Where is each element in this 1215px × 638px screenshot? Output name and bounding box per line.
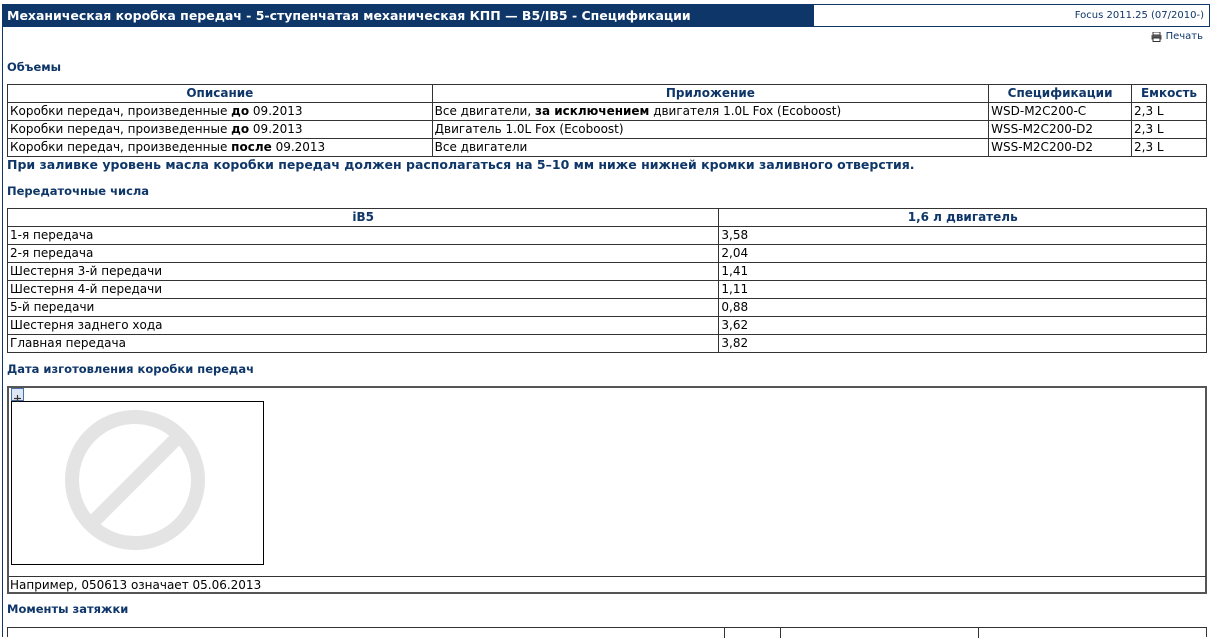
ratio-value-cell: 3,58 <box>719 227 1207 245</box>
spec-cell: WSS-M2C200-D2 <box>989 139 1132 157</box>
column-header: Спецификации <box>989 85 1132 103</box>
column-header: Приложение <box>432 85 989 103</box>
torque-table <box>7 627 1207 637</box>
column-header: 1,6 л двигатель <box>719 209 1207 227</box>
table-row <box>8 121 1207 139</box>
image-placeholder[interactable] <box>11 401 264 565</box>
table-row <box>8 263 1207 281</box>
capacity-cell: 2,3 L <box>1132 139 1207 157</box>
application-cell: Все двигатели, за исключением двигателя 1.0L Fox (Ecoboost) <box>432 103 989 121</box>
ratio-value-cell: 1,11 <box>719 281 1207 299</box>
version-label: Focus 2011.25 (07/2010-) <box>814 4 1210 27</box>
oil-level-note: При заливке уровень масла коробки передач должен располагаться на 5–10 мм ниже нижней кромки заливного отверстия. <box>7 157 915 172</box>
gear-label-cell: 2-я передача <box>8 245 719 263</box>
table-row <box>8 281 1207 299</box>
column-header: iB5 <box>8 209 719 227</box>
table-header-row <box>8 85 1207 103</box>
column-header: Описание <box>8 85 433 103</box>
gear-label-cell: 1-я передача <box>8 227 719 245</box>
print-button[interactable] <box>1151 31 1203 42</box>
table-row <box>8 335 1207 353</box>
gear-label-cell: Шестерня заднего хода <box>8 317 719 335</box>
description-cell: Коробки передач, произведенные до 09.2013 <box>8 121 433 139</box>
manufacture-heading: Дата изготовления коробки передач <box>7 362 254 376</box>
spec-cell: WSD-M2C200-C <box>989 103 1132 121</box>
table-row <box>8 227 1207 245</box>
manufacture-figure-box <box>7 386 1207 594</box>
description-cell: Коробки передач, произведенные до 09.2013 <box>8 103 433 121</box>
gear-label-cell: Шестерня 4-й передачи <box>8 281 719 299</box>
table-row <box>8 317 1207 335</box>
application-cell: Все двигатели <box>432 139 989 157</box>
no-image-icon <box>12 402 263 564</box>
application-cell: Двигатель 1.0L Fox (Ecoboost) <box>432 121 989 139</box>
volumes-heading: Объемы <box>7 60 62 74</box>
gear-label-cell: 5-й передачи <box>8 299 719 317</box>
volumes-table <box>7 84 1207 157</box>
ratios-table <box>7 208 1207 353</box>
print-label: Печать <box>1165 31 1203 42</box>
table-row <box>8 299 1207 317</box>
left-border <box>2 27 3 637</box>
torque-heading: Моменты затяжки <box>7 602 129 616</box>
ratios-heading: Передаточные числа <box>7 184 150 198</box>
gear-label-cell: Шестерня 3-й передачи <box>8 263 719 281</box>
column-header: Емкость <box>1132 85 1207 103</box>
printer-icon <box>1151 32 1162 42</box>
zoom-icon[interactable] <box>11 388 24 401</box>
gear-label-cell: Главная передача <box>8 335 719 353</box>
ratio-value-cell: 0,88 <box>719 299 1207 317</box>
ratio-value-cell: 1,41 <box>719 263 1207 281</box>
capacity-cell: 2,3 L <box>1132 103 1207 121</box>
table-row <box>8 245 1207 263</box>
table-header-row <box>8 209 1207 227</box>
ratio-value-cell: 3,82 <box>719 335 1207 353</box>
capacity-cell: 2,3 L <box>1132 121 1207 139</box>
header-bar <box>0 0 1215 27</box>
ratio-value-cell: 2,04 <box>719 245 1207 263</box>
spec-cell: WSS-M2C200-D2 <box>989 121 1132 139</box>
ratio-value-cell: 3,62 <box>719 317 1207 335</box>
table-row <box>8 139 1207 157</box>
table-row <box>8 103 1207 121</box>
description-cell: Коробки передач, произведенные после 09.2013 <box>8 139 433 157</box>
date-example-text: Например, 050613 означает 05.06.2013 <box>9 576 1206 594</box>
page-title: Механическая коробка передач - 5-ступенчатая механическая КПП — B5/IB5 - Спецификации <box>2 4 814 27</box>
